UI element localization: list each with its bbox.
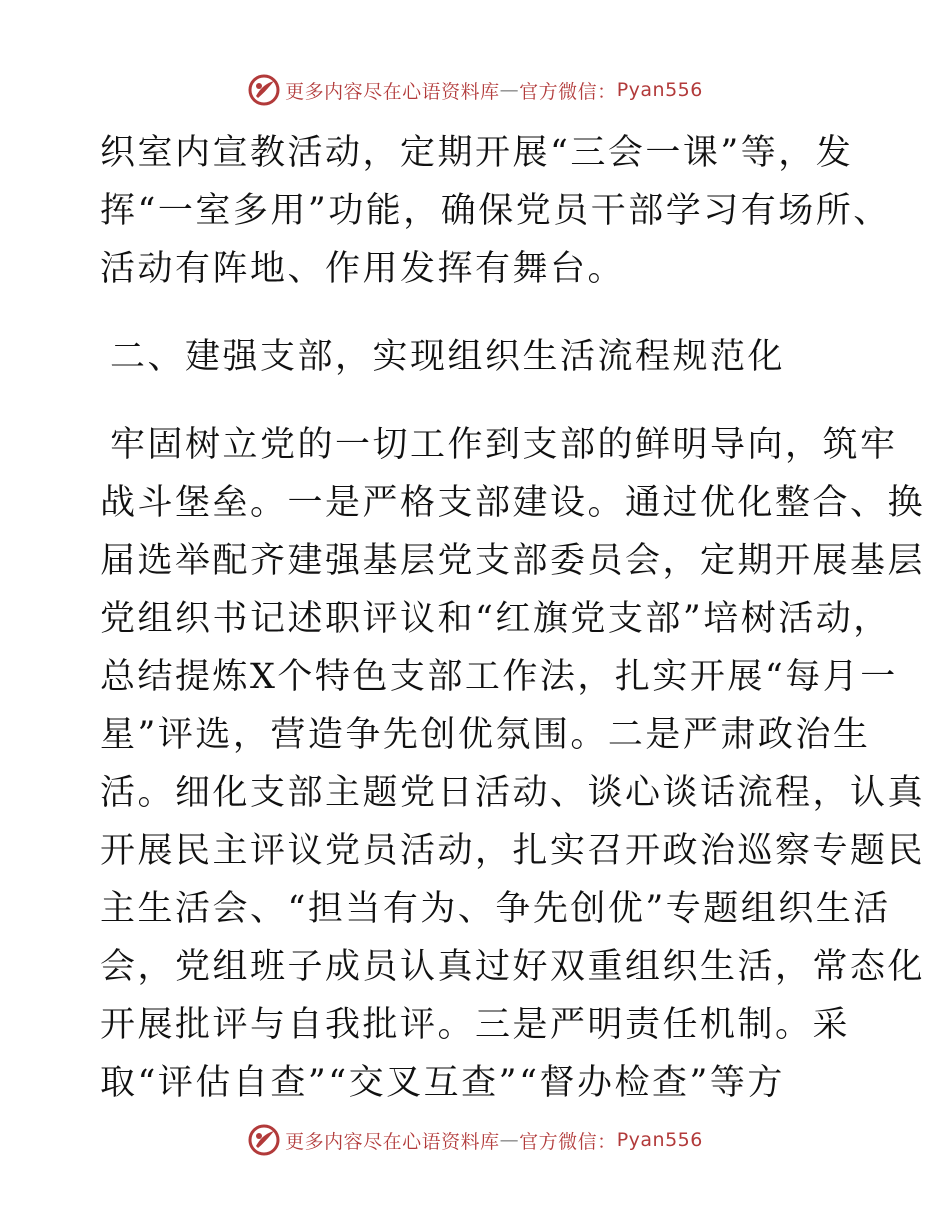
document-body	[100, 124, 926, 1112]
header-wechat-id: Pyan556	[616, 79, 703, 101]
text-line: 开展民主评议党员活动，扎实召开政治巡察专题民	[100, 831, 926, 871]
text-line: 取“评估自查”“交叉互查”“督办检查”等方	[100, 1063, 785, 1103]
footer-wechat-label: 官方微信：	[519, 1130, 617, 1153]
text-line: 活。细化支部主题党日活动、谈心谈话流程，认真	[100, 773, 926, 813]
text-line: 总结提炼X个特色支部工作法，扎实开展“每月一	[100, 657, 898, 697]
section-heading: 二、建强支部，实现组织生活流程规范化	[110, 337, 786, 377]
text-line: 挥“一室多用”功能，确保党员干部学习有场所、	[100, 191, 891, 231]
header-promo-text: 更多内容尽在心语资料库	[285, 80, 500, 103]
brand-logo-icon	[247, 73, 281, 107]
text-line: 届选举配齐建强基层党支部委员会，定期开展基层	[100, 541, 926, 581]
header-wechat-label: 官方微信：	[519, 80, 617, 103]
text-line: 织室内宣教活动，定期开展“三会一课”等，发	[100, 133, 854, 173]
header-separator: —	[499, 79, 520, 101]
text-line: 牢固树立党的一切工作到支部的鲜明导向，筑牢	[110, 425, 898, 465]
text-line: 主生活会、“担当有为、争先创优”专题组织生活	[100, 889, 891, 929]
paragraph-2	[100, 416, 926, 1112]
text-line: 星”评选，营造争先创优氛围。二是严肃政治生	[100, 715, 871, 755]
text-line: 活动有阵地、作用发挥有舞台。	[100, 249, 626, 289]
text-line: 党组织书记述职评议和“红旗党支部”培树活动，	[100, 599, 891, 639]
footer-wechat-id: Pyan556	[616, 1129, 703, 1151]
footer-separator: —	[499, 1129, 520, 1151]
header-watermark	[0, 70, 950, 110]
footer-watermark	[0, 1120, 950, 1160]
brand-logo-icon	[247, 1123, 281, 1157]
text-line: 会，党组班子成员认真过好双重组织生活，常态化	[100, 947, 926, 987]
text-line: 战斗堡垒。一是严格支部建设。通过优化整合、换	[100, 483, 926, 523]
paragraph-1	[100, 124, 891, 298]
footer-promo-text: 更多内容尽在心语资料库	[285, 1130, 500, 1153]
text-line: 开展批评与自我批评。三是严明责任机制。采	[100, 1005, 851, 1045]
